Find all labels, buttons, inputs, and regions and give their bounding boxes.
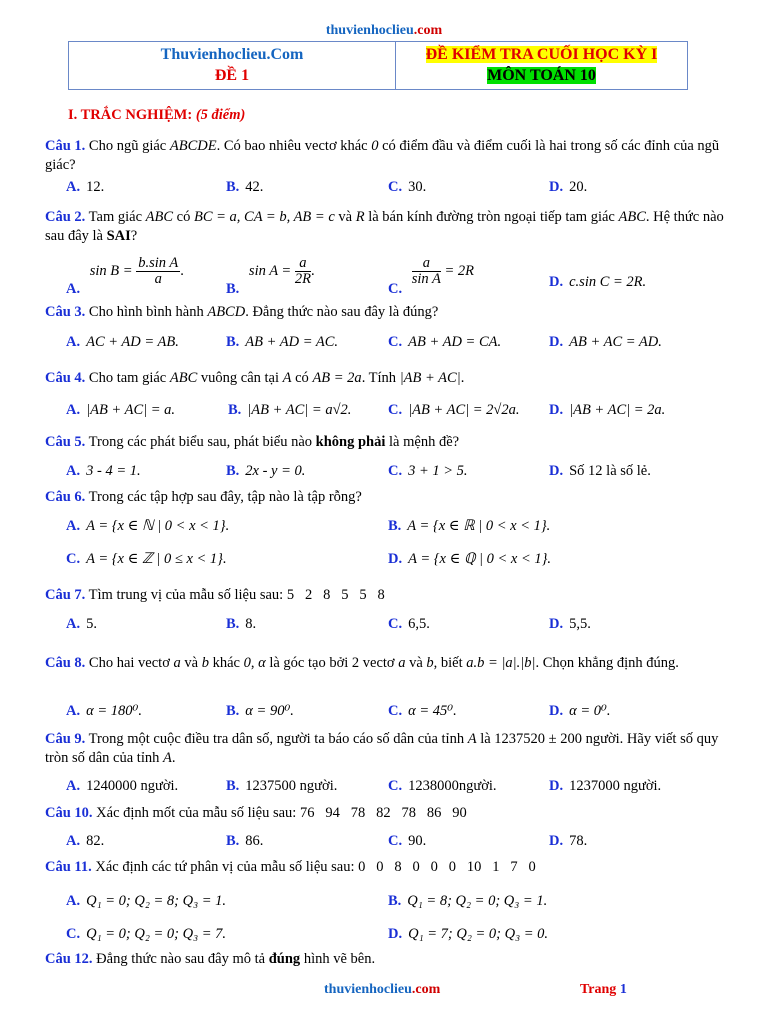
q9-option-b[interactable]: B. 1237500 người.	[226, 778, 338, 794]
q6-option-b[interactable]: B. A = {x ∈ ℝ | 0 < x < 1}.	[388, 518, 551, 534]
q11-option-d[interactable]: D. Q₁ = 7; Q₂ = 0; Q₃ = 0.	[388, 926, 549, 942]
question-11: Câu 11. Xác định các tứ phân vị của mẫu số liệu sau: 0 0 8 0 0 0 10 1 7 0	[45, 859, 536, 875]
q4-option-d[interactable]: D. |AB + AC| = 2a.	[549, 402, 666, 418]
q5-option-c[interactable]: C. 3 + 1 > 5.	[388, 463, 468, 479]
exam-header	[68, 41, 688, 90]
q6-option-d[interactable]: D. A = {x ∈ ℚ | 0 < x < 1}.	[388, 551, 552, 567]
q8-option-d[interactable]: D. α = 0⁰.	[549, 703, 611, 719]
q2-option-b[interactable]: B. sin A = $\frac{a}{2R}$ .	[226, 255, 315, 297]
q5-option-b[interactable]: B. 2x - y = 0.	[226, 463, 306, 479]
question-6: Câu 6. Trong các tập hợp sau đây, tập nào là tập rỗng?	[45, 489, 362, 505]
q7-option-d[interactable]: D. 5,5.	[549, 616, 591, 632]
q4-option-b[interactable]: B. |AB + AC| = a√2.	[228, 402, 352, 418]
q1-option-c[interactable]: C. 30.	[388, 179, 427, 195]
question-2: Câu 2. Tam giác ABC có BC = a, CA = b, AB = c và R là bán kính đường tròn ngoại tiếp tam giác ABC. Hệ thức nào sau đây là SAI?	[45, 209, 724, 244]
q7-option-b[interactable]: B. 8.	[226, 616, 257, 632]
q6-option-c[interactable]: C. A = {x ∈ ℤ | 0 ≤ x < 1}.	[66, 551, 227, 567]
q3-option-a[interactable]: A. AC + AD = AB.	[66, 334, 179, 350]
q10-option-a[interactable]: A. 82.	[66, 833, 105, 849]
q6-option-a[interactable]: A. A = {x ∈ ℕ | 0 < x < 1}.	[66, 518, 230, 534]
question-9: Câu 9. Trong một cuộc điều tra dân số, người ta báo cáo số dân của tỉnh A là 1237520 ± 200 người. Hãy viết số quy tròn số dân của tỉnh A.	[45, 731, 719, 766]
q9-option-c[interactable]: C. 1238000người.	[388, 778, 497, 794]
question-4: Câu 4. Cho tam giác ABC vuông cân tại A có AB = 2a. Tính |AB + AC|.	[45, 370, 465, 386]
header-right	[396, 42, 687, 89]
q1-option-a[interactable]: A. 12.	[66, 179, 105, 195]
page-number: Trang 1	[580, 982, 627, 997]
q3-option-d[interactable]: D. AB + AC = AD.	[549, 334, 662, 350]
q11-option-b[interactable]: B. Q₁ = 8; Q₂ = 0; Q₃ = 1.	[388, 893, 548, 909]
q10-option-b[interactable]: B. 86.	[226, 833, 264, 849]
question-1: Câu 1. Cho ngũ giác ABCDE. Có bao nhiêu vectơ khác 0 có điểm đầu và điểm cuối là hai trong số các đỉnh của ngũ giác?	[45, 138, 720, 173]
q10-option-c[interactable]: C. 90.	[388, 833, 427, 849]
q11-option-c[interactable]: C. Q₁ = 0; Q₂ = 0; Q₃ = 7.	[66, 926, 227, 942]
q8-option-c[interactable]: C. α = 45⁰.	[388, 703, 457, 719]
q8-option-a[interactable]: A. α = 180⁰.	[66, 703, 142, 719]
q4-option-a[interactable]: A. |AB + AC| = a.	[66, 402, 176, 418]
top-site-link[interactable]: thuvienhoclieu.com	[325, 23, 443, 38]
q2-option-c[interactable]: C. $\frac{a}{\text{sin A}}$ = 2R	[388, 255, 475, 297]
q7-option-c[interactable]: C. 6,5.	[388, 616, 430, 632]
q8-option-b[interactable]: B. α = 90⁰.	[226, 703, 294, 719]
q7-option-a[interactable]: A. 5.	[66, 616, 97, 632]
q2-option-d[interactable]: D. c.sin C = 2R.	[549, 274, 647, 290]
exam-number: ĐỀ 1	[214, 67, 250, 84]
q3-option-c[interactable]: C. AB + AD = CA.	[388, 334, 502, 350]
question-7: Câu 7. Tìm trung vị của mẫu số liệu sau: 5 2 8 5 5 8	[45, 587, 385, 603]
q9-option-a[interactable]: A. 1240000 người.	[66, 778, 179, 794]
q4-option-c[interactable]: C. |AB + AC| = 2√2a.	[388, 402, 520, 418]
header-left	[69, 42, 396, 89]
footer-site-link[interactable]: thuvienhoclieu.com	[324, 982, 441, 997]
question-3: Câu 3. Cho hình bình hành ABCD. Đẳng thức nào sau đây là đúng?	[45, 304, 439, 320]
q9-option-d[interactable]: D. 1237000 người.	[549, 778, 662, 794]
q11-option-a[interactable]: A. Q₁ = 0; Q₂ = 8; Q₃ = 1.	[66, 893, 227, 909]
question-10: Câu 10. Xác định mốt của mẫu số liệu sau: 76 94 78 82 78 86 90	[45, 805, 467, 821]
q1-option-b[interactable]: B. 42.	[226, 179, 264, 195]
q10-option-d[interactable]: D. 78.	[549, 833, 588, 849]
question-12: Câu 12. Đẳng thức nào sau đây mô tả đúng hình vẽ bên.	[45, 951, 376, 967]
header-site-name: Thuvienhoclieu.Com	[160, 46, 304, 63]
q5-option-d[interactable]: D. Số 12 là số lẻ.	[549, 463, 651, 479]
q1-option-d[interactable]: D. 20.	[549, 179, 588, 195]
section-title: I. TRẮC NGHIỆM: (5 điểm)	[68, 107, 246, 123]
q2-option-a[interactable]: A. sin B = $\frac{\text{b.sin A}}{a}$ .	[66, 255, 184, 297]
exam-title: ĐỀ KIỂM TRA CUỐI HỌC KỲ I	[425, 46, 658, 63]
question-5: Câu 5. Trong các phát biểu sau, phát biểu nào không phải là mệnh đề?	[45, 434, 460, 450]
q3-option-b[interactable]: B. AB + AD = AC.	[226, 334, 339, 350]
subject-title: MÔN TOÁN 10	[487, 67, 596, 84]
q5-option-a[interactable]: A. 3 - 4 = 1.	[66, 463, 141, 479]
question-8: Câu 8. Cho hai vectơ a và b khác 0, α là góc tạo bởi 2 vectơ a và b, biết a.b = |a|.|b|. Chọn khẳng định đúng.	[45, 655, 679, 671]
